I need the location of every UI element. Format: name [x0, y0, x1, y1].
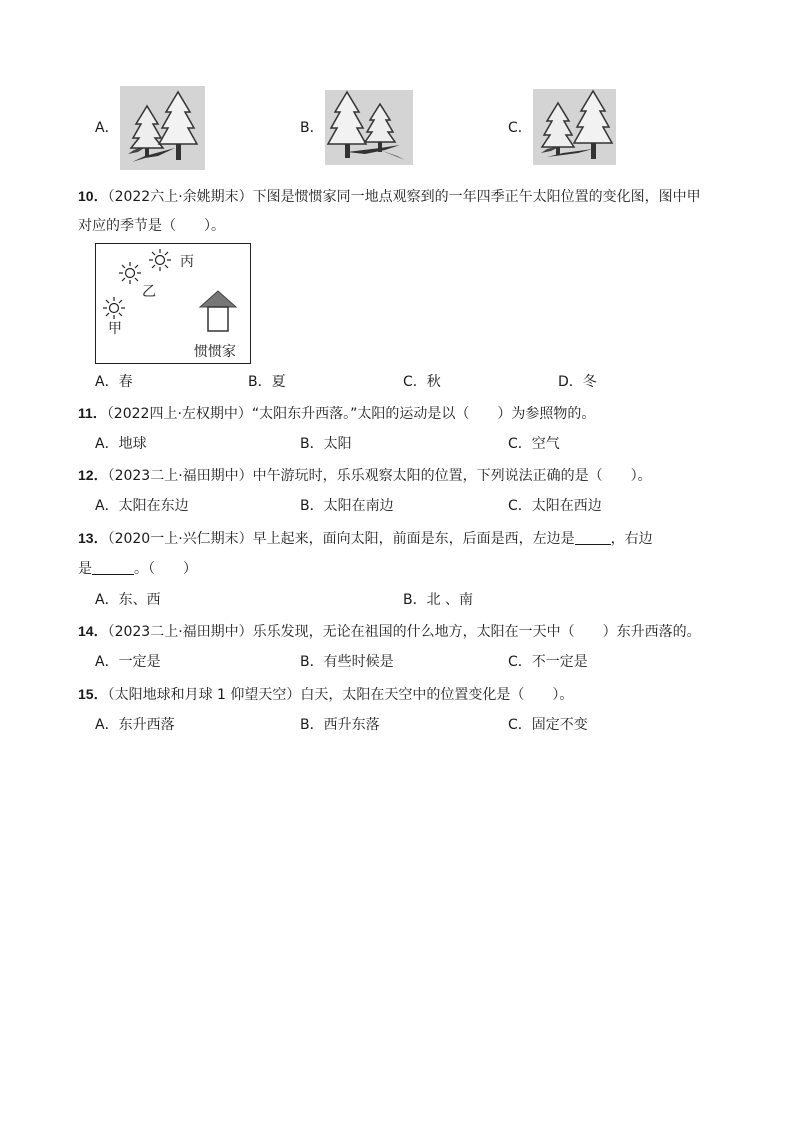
- sun-bing-icon: [148, 248, 172, 272]
- house-icon: [198, 289, 238, 333]
- q9-option-c-tree-image: [533, 89, 616, 165]
- q12-option-b[interactable]: B．太阳在南边: [300, 498, 394, 514]
- answer-blank-right[interactable]: [92, 560, 134, 575]
- q11-option-c[interactable]: C．空气: [508, 436, 560, 452]
- label-house: 惯惯家: [194, 344, 236, 360]
- question-number: 13．: [78, 530, 108, 546]
- q10-option-c[interactable]: C．秋: [403, 374, 441, 390]
- q14-option-a[interactable]: A．一定是: [95, 654, 161, 670]
- question-12-line-1: [78, 465, 652, 486]
- question-text: “太阳东升西落。”太阳的运动是以（ ）为参照物的。: [251, 406, 596, 422]
- q10-option-d[interactable]: D．冬: [558, 374, 597, 390]
- question-text: 下图是惯惯家同一地点观察到的一年四季正午太阳位置的变化图，图中甲: [252, 189, 701, 205]
- q11-option-a[interactable]: A．地球: [95, 436, 147, 452]
- q14-option-b[interactable]: B．有些时候是: [300, 654, 394, 670]
- q9-option-b-tree-image: [325, 90, 413, 165]
- q10-option-b[interactable]: B．夏: [248, 374, 286, 390]
- q15-option-a[interactable]: A．东升西落: [95, 717, 175, 733]
- sun-position-diagram: [95, 243, 251, 364]
- q15-option-c[interactable]: C．固定不变: [508, 717, 588, 733]
- question-13-line-2: [78, 559, 197, 579]
- question-10-line-2: 对应的季节是（ ）。: [78, 218, 225, 234]
- question-source: （太阳地球和月球 1 仰望天空）: [107, 687, 301, 703]
- question-text: 。（ ）: [134, 561, 197, 577]
- q11-option-b[interactable]: B．太阳: [300, 436, 352, 452]
- question-text: 是: [78, 561, 92, 577]
- question-source: （2023二上·福田期中）: [107, 468, 253, 484]
- question-text: 中午游玩时，乐乐观察太阳的位置，下列说法正确的是（ ）。: [252, 468, 652, 484]
- sun-yi-icon: [118, 261, 142, 285]
- question-text: 乐乐发现，无论在祖国的什么地方，太阳在一天中（ ）东升西落的。: [252, 624, 701, 640]
- q15-option-b[interactable]: B．西升东落: [300, 717, 380, 733]
- q9-option-c-label: C．: [508, 120, 532, 136]
- q14-option-c[interactable]: C．不一定是: [508, 654, 588, 670]
- question-number: 12．: [78, 467, 108, 483]
- question-text: 白天，太阳在天空中的位置变化是（ ）。: [300, 687, 574, 703]
- question-13-line-1: [78, 528, 653, 549]
- question-source: （2020一上·兴仁期末）: [107, 531, 253, 547]
- question-number: 11．: [78, 405, 107, 421]
- answer-blank-left[interactable]: [575, 530, 611, 545]
- q12-option-a[interactable]: A．太阳在东边: [95, 498, 189, 514]
- question-10-line-1: [78, 186, 701, 207]
- q13-option-b[interactable]: B．北 、南: [403, 592, 474, 608]
- sun-jia-icon: [102, 296, 126, 320]
- q13-option-a[interactable]: A．东、西: [95, 592, 161, 608]
- question-number: 14．: [78, 623, 108, 639]
- label-bing: 丙: [180, 254, 194, 270]
- label-jia: 甲: [108, 321, 122, 337]
- question-15-line-1: [78, 684, 573, 705]
- question-text: ，右边: [610, 531, 653, 547]
- question-source: （2023二上·福田期中）: [107, 624, 253, 640]
- label-yi: 乙: [142, 284, 156, 300]
- question-11-line-1: [78, 403, 595, 424]
- question-text: 早上起来，面向太阳，前面是东，后面是西，左边是: [252, 531, 575, 547]
- q12-option-c[interactable]: C．太阳在西边: [508, 498, 602, 514]
- q9-option-a-label: A．: [95, 120, 119, 136]
- question-source: （2022六上·余姚期末）: [107, 189, 253, 205]
- question-source: （2022四上·左权期中）: [106, 406, 252, 422]
- question-number: 10．: [78, 188, 108, 204]
- q9-option-b-label: B．: [300, 120, 324, 136]
- question-14-line-1: [78, 621, 701, 642]
- q9-option-a-tree-image: [120, 86, 205, 170]
- q10-option-a[interactable]: A．春: [95, 374, 133, 390]
- question-number: 15．: [78, 686, 108, 702]
